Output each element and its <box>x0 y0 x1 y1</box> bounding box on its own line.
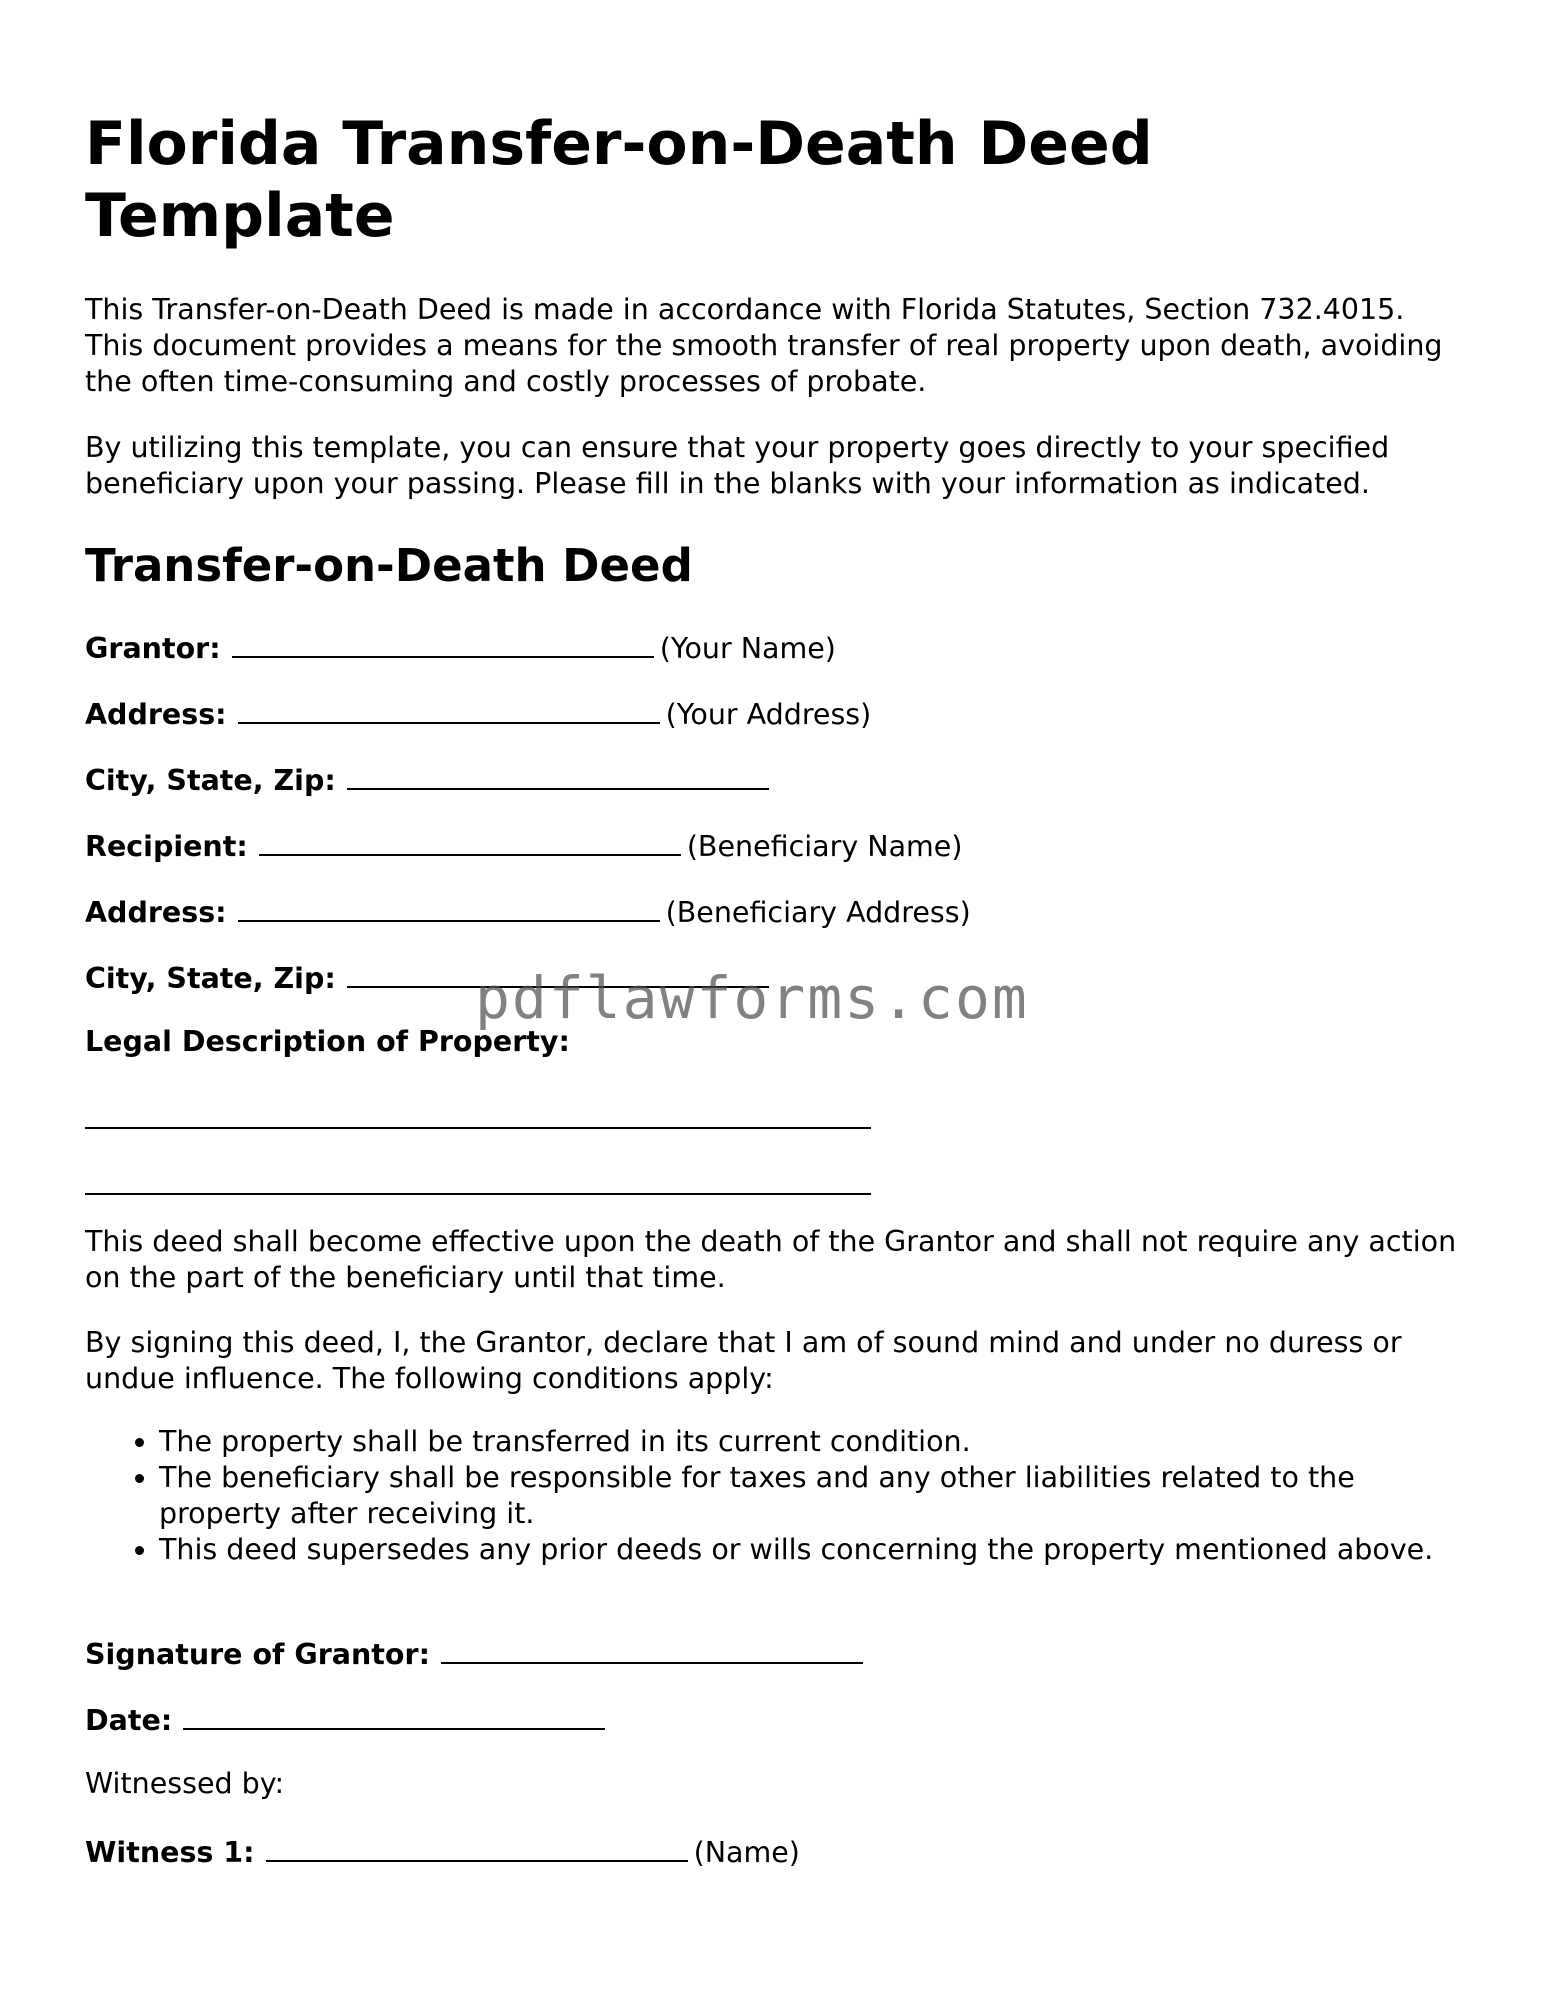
document-title: Florida Transfer-on-Death Deed Template <box>85 109 1153 251</box>
witness-1-blank[interactable] <box>266 1832 688 1862</box>
witness-1-hint: (Name) <box>693 1836 800 1869</box>
intro-paragraph-2: By utilizing this template, you can ensure that your property goes directly to your specified beneficiary upon your passing. Please fill in the blanks with your information as indicated. <box>85 431 1390 500</box>
date-field <box>85 1700 611 1739</box>
recipient-label: Recipient: <box>85 830 248 863</box>
recipient-blank[interactable] <box>259 826 681 856</box>
grantor-city-label: City, State, Zip: <box>85 764 336 797</box>
recipient-address-field <box>85 892 971 931</box>
grantor-signature-blank[interactable] <box>441 1634 863 1664</box>
legal-description-line-1[interactable] <box>85 1127 871 1129</box>
grantor-hint: (Your Name) <box>659 632 836 665</box>
grantor-signature-field <box>85 1634 869 1673</box>
grantor-city-blank[interactable] <box>347 760 769 790</box>
grantor-blank[interactable] <box>232 628 654 658</box>
section-heading: Transfer-on-Death Deed <box>85 539 693 592</box>
legal-description-line-2[interactable] <box>85 1193 871 1195</box>
recipient-hint: (Beneficiary Name) <box>686 830 963 863</box>
intro-paragraph-1: This Transfer-on-Death Deed is made in accordance with Florida Statutes, Section 732.4015. This document provides a means for the smooth transfer of real property upon death, avoiding the often time-consuming and costly processes of probate. <box>85 293 1443 398</box>
legal-description-label: Legal Description of Property: <box>85 1025 570 1058</box>
recipient-city-label: City, State, Zip: <box>85 962 336 995</box>
grantor-label: Grantor: <box>85 632 221 665</box>
grantor-field <box>85 628 836 667</box>
condition-item: • The property shall be transferred in its current condition. <box>159 1424 1465 1460</box>
conditions-list <box>85 1424 1465 1568</box>
grantor-address-hint: (Your Address) <box>665 698 872 731</box>
declaration-paragraph: By signing this deed, I, the Grantor, declare that I am of sound mind and under no duress or undue influence. The following conditions apply: <box>85 1326 1402 1395</box>
watermark: pdflawforms.com <box>475 964 1029 1032</box>
grantor-address-field <box>85 694 871 733</box>
witness-1-field <box>85 1832 800 1871</box>
witnessed-by-text: Witnessed by: <box>85 1767 285 1800</box>
witness-1-label: Witness 1: <box>85 1836 255 1869</box>
condition-item: • This deed supersedes any prior deeds or wills concerning the property mentioned above. <box>159 1532 1465 1568</box>
effective-paragraph: This deed shall become effective upon the death of the Grantor and shall not require any action on the part of the beneficiary until that time. <box>85 1225 1457 1294</box>
grantor-signature-label: Signature of Grantor: <box>85 1638 430 1671</box>
date-label: Date: <box>85 1704 173 1737</box>
grantor-address-label: Address: <box>85 698 227 731</box>
recipient-address-label: Address: <box>85 896 227 929</box>
grantor-address-blank[interactable] <box>238 694 660 724</box>
recipient-address-blank[interactable] <box>238 892 660 922</box>
recipient-field <box>85 826 962 865</box>
recipient-address-hint: (Beneficiary Address) <box>665 896 971 929</box>
condition-item: • The beneficiary shall be responsible for taxes and any other liabilities related to the property after receiving it. <box>159 1460 1465 1532</box>
grantor-city-field <box>85 760 775 799</box>
date-blank[interactable] <box>183 1700 605 1730</box>
